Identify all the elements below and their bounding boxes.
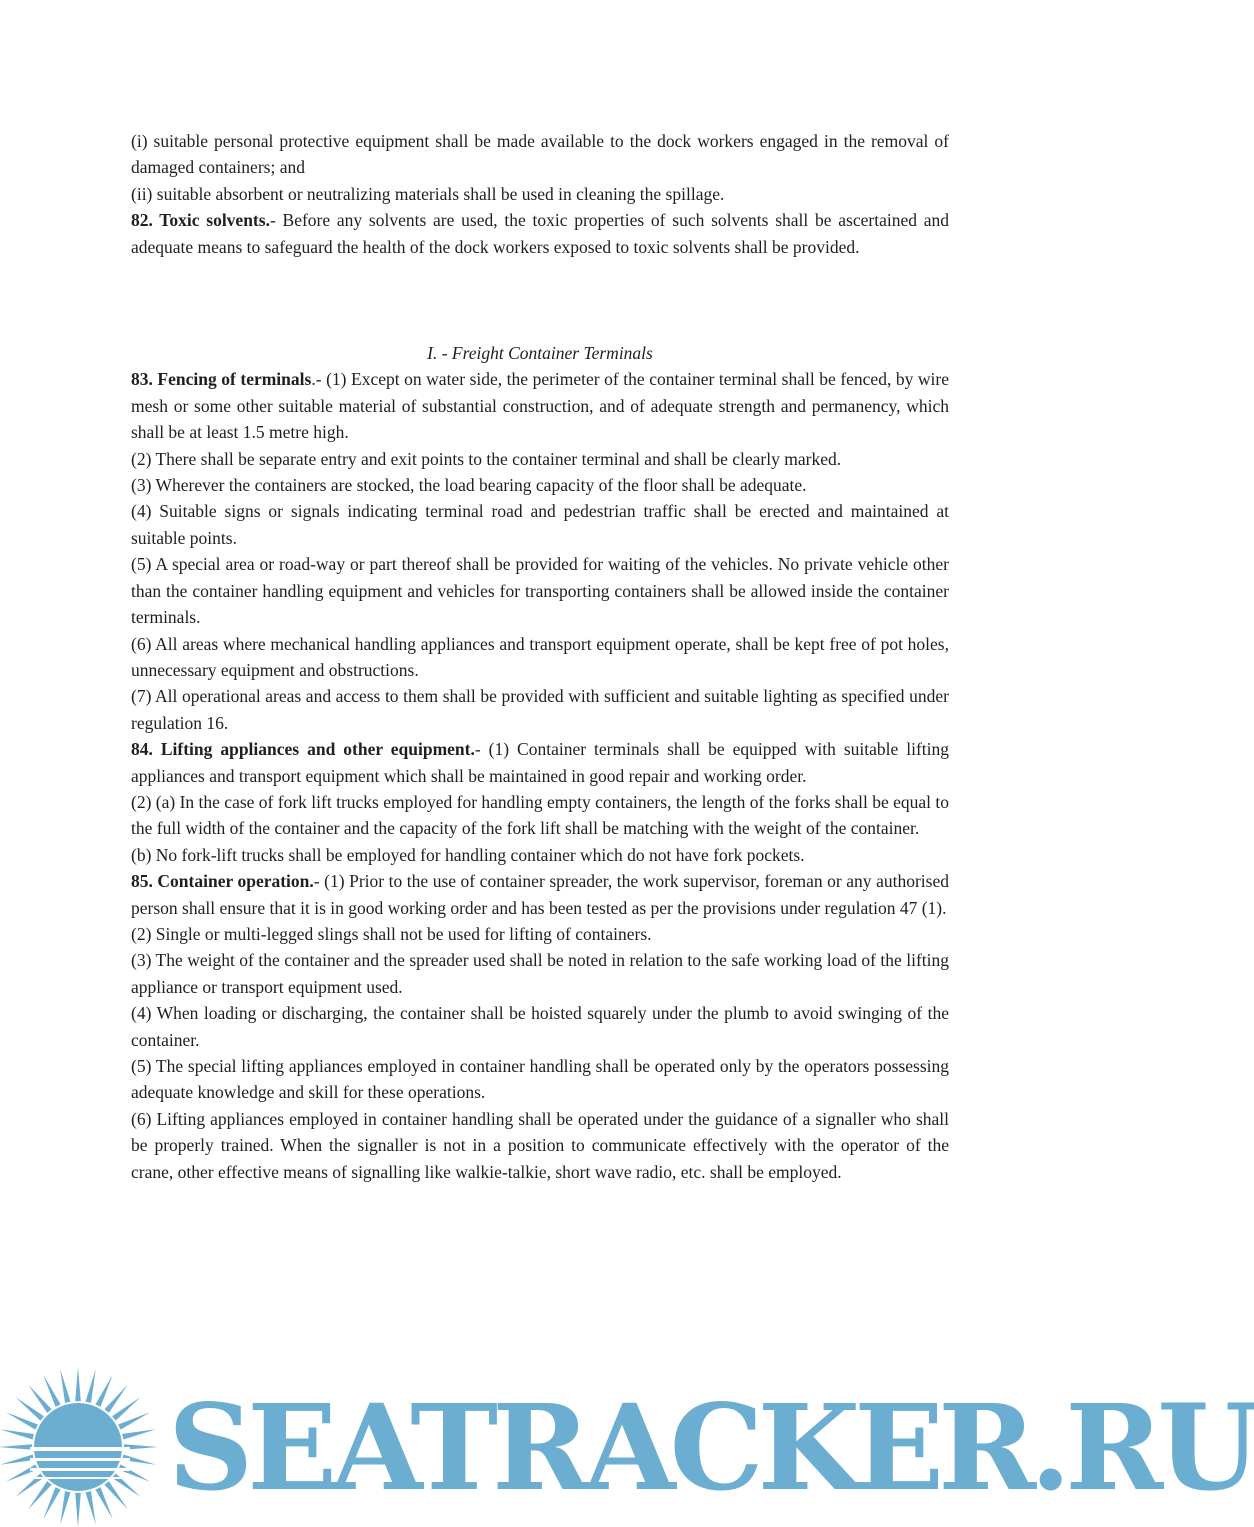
regulation-83	[131, 366, 949, 445]
paragraph-i: (i) suitable personal protective equipment shall be made available to the dock workers engaged in the removal of damaged containers; and	[131, 131, 949, 178]
regulation-84-item: (2) (a) In the case of fork lift trucks employed for handling empty containers, the length of the forks shall be equal to the full width of the container and the capacity of the fork lift shall be matching with the weight of the container.	[131, 791, 949, 839]
regulation-85-item: (2) Single or multi-legged slings shall not be used for lifting of containers.	[131, 923, 652, 944]
regulation-85-item: (4) When loading or discharging, the container shall be hoisted squarely under the plumb to avoid swinging of the container.	[131, 1003, 949, 1050]
section-heading: I. - Freight Container Terminals	[427, 343, 653, 364]
regulation-83-text: .- (1) Except on water side, the perimeter of the container terminal shall be fenced, by wire mesh or some other suitable material of substantial construction, and of adequate strength and permanency, which shall be at least 1.5 metre high.	[131, 369, 949, 443]
sun-icon	[0, 1365, 165, 1527]
regulation-82	[131, 207, 949, 260]
regulation-85-text: - (1) Prior to the use of container spreader, the work supervisor, foreman or any authorised person shall ensure that it is in good working order and has been tested as per the provisions under regulation 47 (1).	[131, 871, 949, 918]
regulation-84-text: - (1) Container terminals shall be equipped with suitable lifting appliances and transport equipment which shall be maintained in good repair and working order.	[131, 739, 949, 786]
regulation-83-item: (4) Suitable signs or signals indicating terminal road and pedestrian traffic shall be erected and maintained at suitable points.	[131, 501, 949, 548]
watermark-text: SEATRACKER.RU	[168, 1378, 1254, 1517]
regulation-85	[131, 868, 949, 921]
regulation-85-item: (6) Lifting appliances employed in container handling shall be operated under the guidance of a signaller who shall be properly trained. When the signaller is not in a position to communicate effectively with the operator of the crane, other effective means of signalling like walkie-talkie, short wave radio, etc. shall be employed.	[131, 1108, 949, 1182]
regulation-82-title: 82. Toxic solvents.	[131, 210, 270, 231]
document-page	[131, 128, 949, 1185]
regulation-84	[131, 736, 949, 789]
paragraph-ii: (ii) suitable absorbent or neutralizing materials shall be used in cleaning the spillage.	[131, 183, 725, 204]
regulation-85-item: (3) The weight of the container and the spreader used shall be noted in relation to the safe working load of the lifting appliance or transport equipment used.	[131, 950, 949, 997]
regulation-85-item: (5) The special lifting appliances employed in container handling shall be operated only by the operators possessing adequate knowledge and skill for these operations.	[131, 1056, 949, 1103]
regulation-83-item: (5) A special area or road-way or part thereof shall be provided for waiting of the vehicles. No private vehicle other than the container handling equipment and vehicles for transporting containers shall be allowed inside the container terminals.	[131, 554, 949, 628]
regulation-84-title: 84. Lifting appliances and other equipment.	[131, 739, 475, 760]
regulation-83-item: (2) There shall be separate entry and exit points to the container terminal and shall be clearly marked.	[131, 448, 842, 469]
regulation-83-item: (7) All operational areas and access to them shall be provided with sufficient and suitable lighting as specified under regulation 16.	[131, 686, 949, 733]
regulation-83-item: (3) Wherever the containers are stocked, the load bearing capacity of the floor shall be adequate.	[131, 475, 807, 496]
watermark-logo	[0, 1365, 1254, 1527]
regulation-85-title: 85. Container operation.	[131, 871, 314, 892]
regulation-83-item: (6) All areas where mechanical handling appliances and transport equipment operate, shall be kept free of pot holes, unnecessary equipment and obstructions.	[131, 633, 949, 680]
regulation-84-item: (b) No fork-lift trucks shall be employed for handling container which do not have fork pockets.	[131, 844, 805, 865]
regulation-82-text: - Before any solvents are used, the toxic properties of such solvents shall be ascertained and adequate means to safeguard the health of the dock workers exposed to toxic solvents shall be provided.	[131, 210, 949, 257]
regulation-83-title: 83. Fencing of terminals	[131, 369, 312, 390]
